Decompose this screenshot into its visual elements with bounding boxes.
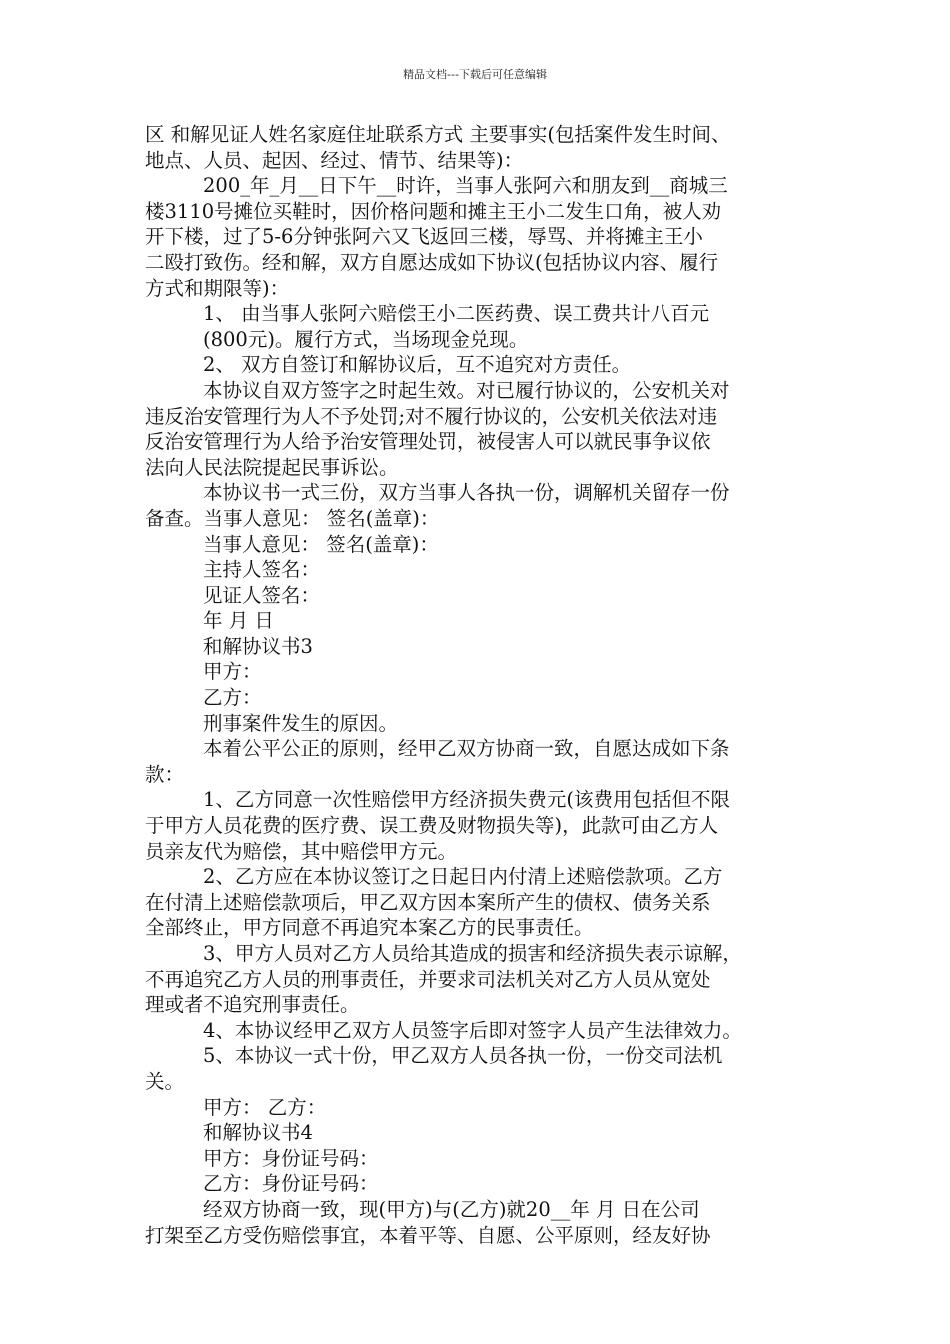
text-line: 当事人意见： 签名(盖章)： xyxy=(203,532,439,556)
text-line: 乙方： xyxy=(203,686,262,710)
text-line: 打架至乙方受伤赔偿事宜，本着平等、自愿、公平原则，经友好协 xyxy=(145,1223,711,1247)
text-line: 甲方：身份证号码： xyxy=(203,1146,379,1170)
text-line: 1、乙方同意一次性赔偿甲方经济损失费元(该费用包括但不限 xyxy=(203,788,731,812)
text-line: 和解协议书4 xyxy=(203,1121,313,1145)
text-line: 在付清上述赔偿款项后，甲乙双方因本案所产生的债权、债务关系 xyxy=(145,890,711,914)
text-line: 款： xyxy=(145,762,185,786)
text-line: 二殴打致伤。经和解，双方自愿达成如下协议(包括协议内容、履行 xyxy=(145,250,719,274)
text-line: 关。 xyxy=(145,1069,185,1093)
text-line: 本着公平公正的原则，经甲乙双方协商一致，自愿达成如下条 xyxy=(203,737,730,761)
text-line: 违反治安管理行为人不予处罚;对不履行协议的，公安机关依法对违 xyxy=(145,404,718,428)
text-line: 经双方协商一致，现(甲方)与(乙方)就20__年 月 日在公司 xyxy=(203,1197,700,1221)
text-line: 方式和期限等)： xyxy=(145,276,290,300)
text-line: 4、本协议经甲乙双方人员签字后即对签字人员产生法律效力。 xyxy=(203,1018,742,1042)
text-line: 年 月 日 xyxy=(203,609,274,633)
text-line: 法向人民法院提起民事诉讼。 xyxy=(145,455,399,479)
text-line: 楼3110号摊位买鞋时，因价格问题和摊主王小二发生口角，被人劝 xyxy=(145,199,722,223)
text-line: 200_年_月__日下午__时许，当事人张阿六和朋友到__商城三 xyxy=(203,174,728,198)
text-line: 2、乙方应在本协议签订之日起日内付清上述赔偿款项。乙方 xyxy=(203,865,723,889)
text-line: 备查。当事人意见： 签名(盖章)： xyxy=(145,506,440,530)
text-line: 反治安管理行为人给予治安管理处罚，被侵害人可以就民事争议依 xyxy=(145,430,711,454)
text-line: 本协议自双方签字之时起生效。对已履行协议的，公安机关对 xyxy=(203,378,730,402)
text-line: 理或者不追究刑事责任。 xyxy=(145,993,360,1017)
text-line: 主持人签名： xyxy=(203,558,321,582)
text-line: 刑事案件发生的原因。 xyxy=(203,711,399,735)
text-line: 3、甲方人员对乙方人员给其造成的损害和经济损失表示谅解， xyxy=(203,942,742,965)
text-line: 1、 由当事人张阿六赔偿王小二医药费、误工费共计八百元 xyxy=(203,302,710,326)
text-line: 甲方： xyxy=(203,660,262,684)
text-line: 不再追究乙方人员的刑事责任，并要求司法机关对乙方人员从宽处 xyxy=(145,967,711,991)
text-line: 于甲方人员花费的医疗费、误工费及财物损失等)，此款可由乙方人 xyxy=(145,814,719,838)
text-line: 本协议书一式三份，双方当事人各执一份，调解机关留存一份 xyxy=(203,481,730,505)
text-line: 见证人签名： xyxy=(203,583,321,607)
text-line: (800元)。履行方式，当场现金兑现。 xyxy=(203,327,529,351)
text-line: 乙方：身份证号码： xyxy=(203,1172,379,1196)
text-line: 区 和解见证人姓名家庭住址联系方式 主要事实(包括案件发生时间、 xyxy=(145,123,731,146)
text-line: 员亲友代为赔偿，其中赔偿甲方元。 xyxy=(145,839,458,863)
text-line: 地点、人员、起因、经过、情节、结果等)： xyxy=(145,148,524,172)
text-line: 2、 双方自签订和解协议后，互不追究对方责任。 xyxy=(203,353,632,377)
text-line: 开下楼，过了5-6分钟张阿六又飞返回三楼，辱骂、并将摊主王小 xyxy=(145,225,703,249)
text-line: 5、本协议一式十份，甲乙双方人员各执一份，一份交司法机 xyxy=(203,1044,723,1068)
text-line: 甲方： 乙方： xyxy=(203,1095,327,1119)
page-header: 精品文档---下载后可任意编辑 xyxy=(403,68,547,81)
text-line: 和解协议书3 xyxy=(203,634,313,658)
text-line: 全部终止，甲方同意不再追究本案乙方的民事责任。 xyxy=(145,916,594,940)
document-body xyxy=(145,122,815,1248)
